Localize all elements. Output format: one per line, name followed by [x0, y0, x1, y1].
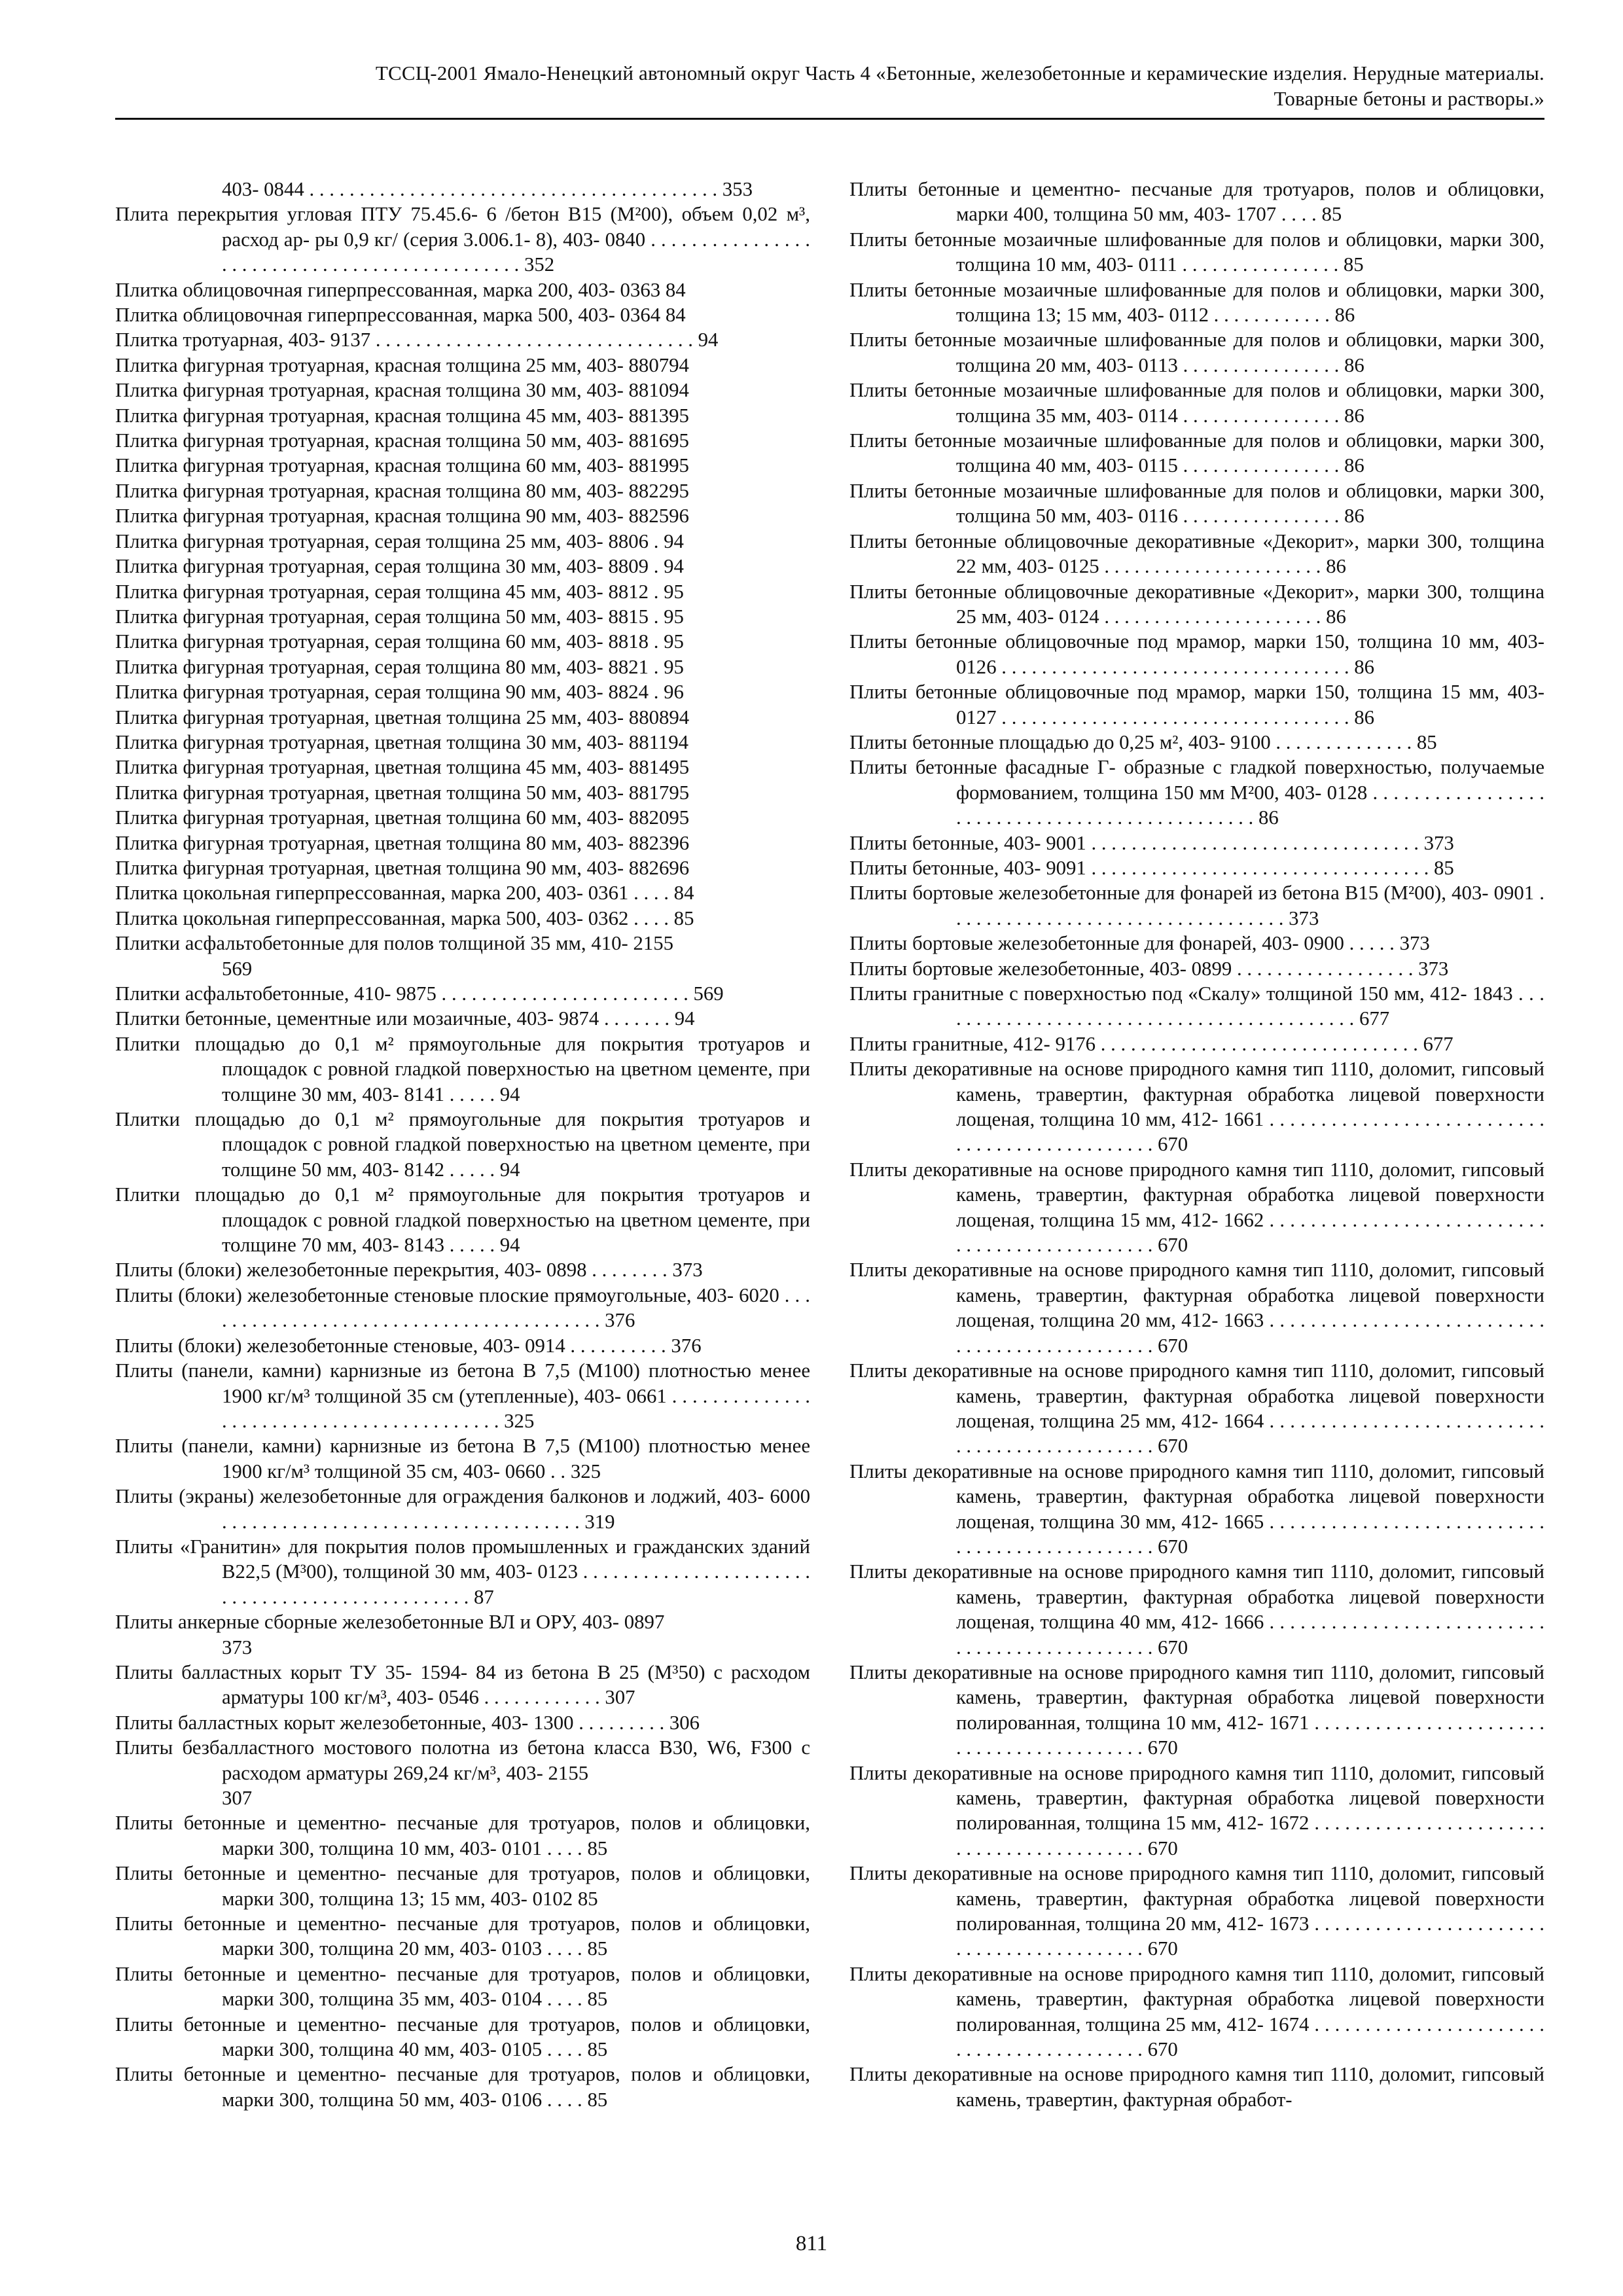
index-entry: Плиты анкерные сборные железобетонные ВЛ и ОРУ, 403- 0897: [115, 1611, 665, 1634]
index-entry: Плитка фигурная тротуарная, красная толщина 30 мм, 403- 881094: [115, 379, 689, 402]
index-entry: Плиты декоративные на основе природного камня тип 1110, доломит, гипсовый камень, травертин, фактурная обработ-: [849, 2063, 1544, 2111]
index-entry: Плитка фигурная тротуарная, серая толщина 90 мм, 403- 8824 . 96: [115, 681, 684, 704]
index-entry: Плиты (панели, камни) карнизные из бетона В 7,5 (М100) плотностью менее 1900 кг/м³ толщиной 35 см (утепленные), 403- 0661 . . . . . . . . . . . . . . . . . . . . . . . . . . . . . . . . . . . . . . . . . . 325: [115, 1359, 810, 1432]
index-entry: Плиты декоративные на основе природного камня тип 1110, доломит, гипсовый камень, травертин, фактурная обработка лицевой поверхности полированная, толщина 20 мм, 412- 1673 . . . . . . . . . . . . . . . . . . . . . . . . . . . . . . . . . . . . . . . . . . 670: [849, 1862, 1544, 1960]
index-entry: 403- 0844 . . . . . . . . . . . . . . . . . . . . . . . . . . . . . . . . . . . . . . . . . 353: [222, 178, 753, 200]
index-entry: Плитки площадью до 0,1 м² прямоугольные для покрытия тротуаров и площадок с ровной гладкой поверхностью на цветном цементе, при толщине 70 мм, 403- 8143 . . . . . 94: [115, 1183, 810, 1257]
index-entry: Плиты (блоки) железобетонные перекрытия, 403- 0898 . . . . . . . . 373: [115, 1259, 703, 1282]
index-entry: Плитка фигурная тротуарная, серая толщина 60 мм, 403- 8818 . 95: [115, 630, 684, 653]
index-entry: Плиты (панели, камни) карнизные из бетона В 7,5 (М100) плотностью менее 1900 кг/м³ толщиной 35 см, 403- 0660 . . 325: [115, 1435, 810, 1482]
header-line-2: Товарные бетоны и растворы.»: [1274, 87, 1544, 110]
index-entry: Плиты бетонные и цементно- песчаные для тротуаров, полов и облицовки, марки 300, толщина 35 мм, 403- 0104 . . . . 85: [115, 1962, 810, 2011]
index-entry: Плиты декоративные на основе природного камня тип 1110, доломит, гипсовый камень, травертин, фактурная обработка лицевой поверхности лощеная, толщина 25 мм, 412- 1664 . . . . . . . . . . . . . . . . . . . . . . . . . . . . . . . . . . . . . . . . . . . . . . . 670: [849, 1359, 1544, 1458]
running-header: [115, 60, 1544, 111]
index-entry: Плиты бетонные и цементно- песчаные для тротуаров, полов и облицовки, марки 400, толщина 50 мм, 403- 1707 . . . . 85: [849, 178, 1544, 226]
index-entry: Плиты бетонные мозаичные шлифованные для полов и облицовки, марки 300, толщина 50 мм, 403- 0116 . . . . . . . . . . . . . . . . 86: [849, 479, 1544, 528]
index-entry: Плитки площадью до 0,1 м² прямоугольные для покрытия тротуаров и площадок с ровной гладкой поверхностью на цветном цементе, при толщине 50 мм, 403- 8142 . . . . . 94: [115, 1108, 810, 1181]
index-entry: Плитка фигурная тротуарная, серая толщина 25 мм, 403- 8806 . 94: [115, 529, 684, 552]
index-entry: Плиты бортовые железобетонные, 403- 0899 . . . . . . . . . . . . . . . . . . 373: [849, 957, 1449, 980]
index-entry: Плитка фигурная тротуарная, красная толщина 45 мм, 403- 881395: [115, 404, 689, 427]
index-entry: Плитки бетонные, цементные или мозаичные, 403- 9874 . . . . . . . 94: [115, 1007, 695, 1030]
index-entry: Плитка фигурная тротуарная, цветная толщина 60 мм, 403- 882095: [115, 806, 690, 829]
index-entry: 373: [222, 1636, 253, 1659]
index-entry: Плитка фигурная тротуарная, цветная толщина 50 мм, 403- 881795: [115, 781, 690, 804]
index-entry: Плиты бетонные мозаичные шлифованные для полов и облицовки, марки 300, толщина 20 мм, 403- 0113 . . . . . . . . . . . . . . . . 86: [849, 329, 1544, 376]
index-entry: Плиты бетонные площадью до 0,25 м², 403- 9100 . . . . . . . . . . . . . . 85: [849, 730, 1437, 753]
index-entry: Плита перекрытия угловая ПТУ 75.45.6- 6 /бетон В15 (М²00), объем 0,02 м³, расход ар- ры 0,9 кг/ (серия 3.006.1- 8), 403- 0840 . . . . . . . . . . . . . . . . . . . . . . . . . . . . . . . . . . . . . . . . . . . . . . 352: [115, 203, 810, 276]
index-entry: Плиты бетонные, 403- 9001 . . . . . . . . . . . . . . . . . . . . . . . . . . . . . . . . . 373: [849, 831, 1454, 854]
index-entry: Плитка тротуарная, 403- 9137 . . . . . . . . . . . . . . . . . . . . . . . . . . . . . . . . 94: [115, 329, 719, 351]
index-entry: Плитка фигурная тротуарная, красная толщина 80 мм, 403- 882295: [115, 479, 689, 502]
index-entry: Плиты (блоки) железобетонные стеновые плоские прямоугольные, 403- 6020 . . . . . . . . . . . . . . . . . . . . . . . . . . . . . . . . . . . . . . . . . 376: [115, 1283, 810, 1332]
index-entry: 569: [222, 957, 253, 980]
index-entry: Плиты бетонные фасадные Г- образные с гладкой поверхностью, получаемые формованием, толщина 150 мм М²00, 403- 0128 . . . . . . . . . . . . . . . . . . . . . . . . . . . . . . . . . . . . . . . . . . . . . . . 86: [849, 756, 1544, 829]
index-entry: Плиты бетонные и цементно- песчаные для тротуаров, полов и облицовки, марки 300, толщина 13; 15 мм, 403- 0102 85: [115, 1862, 810, 1910]
index-entry: Плитка фигурная тротуарная, красная толщина 90 мм, 403- 882596: [115, 505, 689, 528]
index-entry: Плиты декоративные на основе природного камня тип 1110, доломит, гипсовый камень, травертин, фактурная обработка лицевой поверхности лощеная, толщина 15 мм, 412- 1662 . . . . . . . . . . . . . . . . . . . . . . . . . . . . . . . . . . . . . . . . . . . . . . . 670: [849, 1158, 1544, 1257]
index-entry: Плиты бетонные и цементно- песчаные для тротуаров, полов и облицовки, марки 300, толщина 20 мм, 403- 0103 . . . . 85: [115, 1912, 810, 1960]
index-entry: Плиты бетонные облицовочные под мрамор, марки 150, толщина 10 мм, 403- 0126 . . . . . . . . . . . . . . . . . . . . . . . . . . . . . . . . . . . 86: [849, 630, 1544, 678]
index-entry: Плитка фигурная тротуарная, красная толщина 60 мм, 403- 881995: [115, 454, 689, 477]
index-entry: Плитка фигурная тротуарная, красная толщина 50 мм, 403- 881695: [115, 429, 689, 452]
index-entry: Плиты бетонные, 403- 9091 . . . . . . . . . . . . . . . . . . . . . . . . . . . . . . . . . . 85: [849, 856, 1454, 879]
index-entry: 307: [222, 1787, 253, 1809]
index-entry: Плитка фигурная тротуарная, серая толщина 50 мм, 403- 8815 . 95: [115, 605, 684, 628]
index-entry: Плиты бортовые железобетонные для фонарей, 403- 0900 . . . . . 373: [849, 932, 1430, 955]
index-column-right: [849, 177, 1544, 2112]
index-entry: Плиты «Гранитин» для покрытия полов промышленных и гражданских зданий В22,5 (М³00), толщиной 30 мм, 403- 0123 . . . . . . . . . . . . . . . . . . . . . . . . . . . . . . . . . . . . . . . . . . . . . . . . 87: [115, 1535, 810, 1608]
index-entry: Плиты гранитные с поверхностью под «Скалу» толщиной 150 мм, 412- 1843 . . . . . . . . . . . . . . . . . . . . . . . . . . . . . . . . . . . . . . . . . . . 677: [849, 982, 1544, 1030]
index-entry: Плиты декоративные на основе природного камня тип 1110, доломит, гипсовый камень, травертин, фактурная обработка лицевой поверхности лощеная, толщина 10 мм, 412- 1661 . . . . . . . . . . . . . . . . . . . . . . . . . . . . . . . . . . . . . . . . . . . . . . . 670: [849, 1058, 1544, 1156]
index-entry: Плиты декоративные на основе природного камня тип 1110, доломит, гипсовый камень, травертин, фактурная обработка лицевой поверхности лощеная, толщина 30 мм, 412- 1665 . . . . . . . . . . . . . . . . . . . . . . . . . . . . . . . . . . . . . . . . . . . . . . . 670: [849, 1460, 1544, 1558]
index-entry: Плитка фигурная тротуарная, красная толщина 25 мм, 403- 880794: [115, 353, 689, 376]
index-entry: Плиты бетонные и цементно- песчаные для тротуаров, полов и облицовки, марки 300, толщина 10 мм, 403- 0101 . . . . 85: [115, 1812, 810, 1859]
index-entry: Плитка облицовочная гиперпрессованная, марка 200, 403- 0363 84: [115, 278, 686, 301]
index-entry: Плиты декоративные на основе природного камня тип 1110, доломит, гипсовый камень, травертин, фактурная обработка лицевой поверхности полированная, толщина 10 мм, 412- 1671 . . . . . . . . . . . . . . . . . . . . . . . . . . . . . . . . . . . . . . . . . . 670: [849, 1660, 1544, 1759]
header-line-1: ТССЦ-2001 Ямало-Ненецкий автономный округ Часть 4 «Бетонные, железобетонные и керамические изделия. Нерудные материалы.: [375, 62, 1544, 84]
index-entry: Плиты декоративные на основе природного камня тип 1110, доломит, гипсовый камень, травертин, фактурная обработка лицевой поверхности полированная, толщина 25 мм, 412- 1674 . . . . . . . . . . . . . . . . . . . . . . . . . . . . . . . . . . . . . . . . . . 670: [849, 1962, 1544, 2061]
index-entry: Плитки площадью до 0,1 м² прямоугольные для покрытия тротуаров и площадок с ровной гладкой поверхностью на цветном цементе, при толщине 30 мм, 403- 8141 . . . . . 94: [115, 1032, 810, 1105]
index-entry: Плитка фигурная тротуарная, серая толщина 30 мм, 403- 8809 . 94: [115, 555, 684, 578]
index-entry: Плиты бетонные и цементно- песчаные для тротуаров, полов и облицовки, марки 300, толщина 40 мм, 403- 0105 . . . . 85: [115, 2013, 810, 2061]
index-entry: Плиты гранитные, 412- 9176 . . . . . . . . . . . . . . . . . . . . . . . . . . . . . . . . 677: [849, 1032, 1454, 1055]
page-number: 811: [795, 2232, 828, 2255]
index-entry: Плиты балластных корыт ТУ 35- 1594- 84 из бетона В 25 (М³50) с расходом арматуры 100 кг/м³, 403- 0546 . . . . . . . . . . . . 307: [115, 1660, 810, 1709]
index-entry: Плиты декоративные на основе природного камня тип 1110, доломит, гипсовый камень, травертин, фактурная обработка лицевой поверхности лощеная, толщина 20 мм, 412- 1663 . . . . . . . . . . . . . . . . . . . . . . . . . . . . . . . . . . . . . . . . . . . . . . . 670: [849, 1259, 1544, 1357]
index-entry: Плиты бортовые железобетонные для фонарей из бетона В15 (М²00), 403- 0901 . . . . . . . . . . . . . . . . . . . . . . . . . . . . . . . . . . 373: [849, 882, 1544, 929]
index-entry: Плитка фигурная тротуарная, цветная толщина 80 мм, 403- 882396: [115, 831, 690, 854]
header-rule: [115, 118, 1544, 120]
index-entry: Плитка фигурная тротуарная, серая толщина 45 мм, 403- 8812 . 95: [115, 580, 684, 603]
index-entry: Плитка цокольная гиперпрессованная, марка 200, 403- 0361 . . . . 84: [115, 882, 694, 905]
index-entry: Плиты декоративные на основе природного камня тип 1110, доломит, гипсовый камень, травертин, фактурная обработка лицевой поверхности лощеная, толщина 40 мм, 412- 1666 . . . . . . . . . . . . . . . . . . . . . . . . . . . . . . . . . . . . . . . . . . . . . . . 670: [849, 1560, 1544, 1659]
index-entry: Плиты бетонные облицовочные декоративные «Декорит», марки 300, толщина 22 мм, 403- 0125 . . . . . . . . . . . . . . . . . . . . . . 86: [849, 529, 1544, 578]
index-entry: Плитка фигурная тротуарная, цветная толщина 25 мм, 403- 880894: [115, 706, 690, 728]
index-entry: Плитки асфальтобетонные для полов толщиной 35 мм, 410- 2155: [115, 932, 674, 955]
index-entry: Плиты бетонные облицовочные декоративные «Декорит», марки 300, толщина 25 мм, 403- 0124 . . . . . . . . . . . . . . . . . . . . . . 86: [849, 580, 1544, 628]
index-entry: Плиты бетонные мозаичные шлифованные для полов и облицовки, марки 300, толщина 35 мм, 403- 0114 . . . . . . . . . . . . . . . . 86: [849, 379, 1544, 427]
index-entry: Плитки асфальтобетонные, 410- 9875 . . . . . . . . . . . . . . . . . . . . . . . . . 569: [115, 982, 724, 1005]
index-entry: Плиты (блоки) железобетонные стеновые, 403- 0914 . . . . . . . . . . 376: [115, 1334, 702, 1357]
index-entry: Плиты бетонные мозаичные шлифованные для полов и облицовки, марки 300, толщина 13; 15 мм, 403- 0112 . . . . . . . . . . . . 86: [849, 278, 1544, 327]
index-entry: Плиты (экраны) железобетонные для ограждения балконов и лоджий, 403- 6000 . . . . . . . . . . . . . . . . . . . . . . . . . . . . . . . . . . . . 319: [115, 1485, 810, 1533]
index-entry: Плиты бетонные мозаичные шлифованные для полов и облицовки, марки 300, толщина 40 мм, 403- 0115 . . . . . . . . . . . . . . . . 86: [849, 429, 1544, 477]
index-entry: Плиты бетонные облицовочные под мрамор, марки 150, толщина 15 мм, 403- 0127 . . . . . . . . . . . . . . . . . . . . . . . . . . . . . . . . . . . 86: [849, 681, 1544, 728]
index-entry: Плитка фигурная тротуарная, серая толщина 80 мм, 403- 8821 . 95: [115, 655, 684, 678]
index-entry: Плиты бетонные и цементно- песчаные для тротуаров, полов и облицовки, марки 300, толщина 50 мм, 403- 0106 . . . . 85: [115, 2063, 810, 2111]
index-entry: Плитка цокольная гиперпрессованная, марка 500, 403- 0362 . . . . 85: [115, 906, 694, 929]
index-entry: Плитка фигурная тротуарная, цветная толщина 90 мм, 403- 882696: [115, 856, 690, 879]
index-entry: Плитка облицовочная гиперпрессованная, марка 500, 403- 0364 84: [115, 304, 686, 327]
index-column-left: [115, 177, 810, 2112]
index-entry: Плиты балластных корыт железобетонные, 403- 1300 . . . . . . . . . 306: [115, 1711, 700, 1734]
index-entry: Плитка фигурная тротуарная, цветная толщина 45 мм, 403- 881495: [115, 756, 690, 779]
index-entry: Плиты безбалластного мостового полотна из бетона класса В30, W6, F300 с расходом арматуры 269,24 кг/м³, 403- 2155: [115, 1736, 810, 1784]
index-entry: Плитка фигурная тротуарная, цветная толщина 30 мм, 403- 881194: [115, 730, 689, 753]
index-entry: Плиты бетонные мозаичные шлифованные для полов и облицовки, марки 300, толщина 10 мм, 403- 0111 . . . . . . . . . . . . . . . . 85: [849, 228, 1544, 276]
index-entry: Плиты декоративные на основе природного камня тип 1110, доломит, гипсовый камень, травертин, фактурная обработка лицевой поверхности полированная, толщина 15 мм, 412- 1672 . . . . . . . . . . . . . . . . . . . . . . . . . . . . . . . . . . . . . . . . . . 670: [849, 1761, 1544, 1859]
